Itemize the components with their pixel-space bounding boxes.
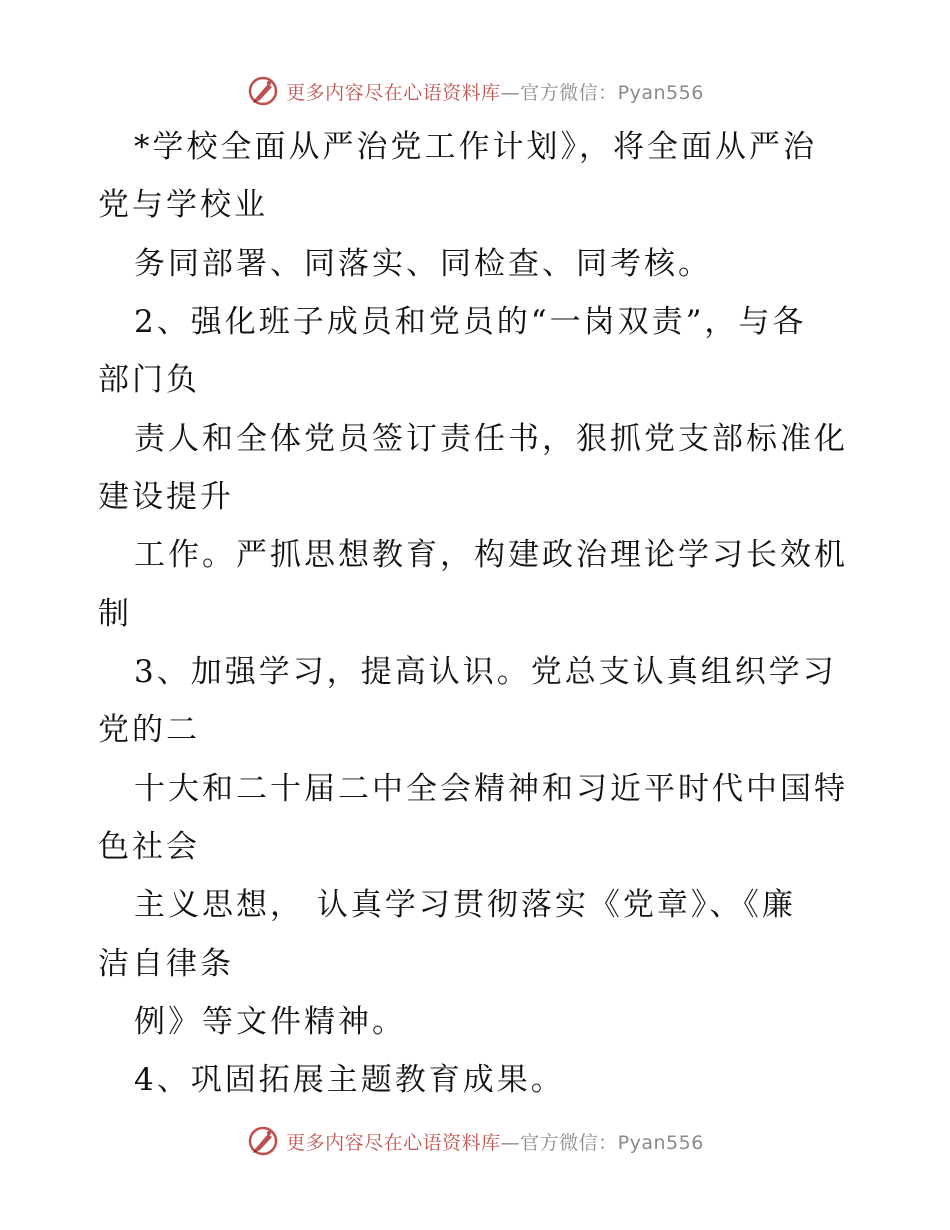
text-line: 十大和二十届二中全会精神和习近平时代中国特 — [134, 771, 848, 807]
text-line: 3、加强学习，提高认识。党总支认真组织学习 — [134, 654, 837, 690]
text-line: 色社会 — [98, 829, 200, 865]
text-line: 例》等文件精神。 — [134, 1004, 406, 1040]
pen-circle-logo-icon — [246, 1124, 280, 1158]
text-line: 建设提升 — [98, 479, 234, 515]
text-line: 4、巩固拓展主题教育成果。 — [134, 1062, 565, 1098]
text-line: 部门负 — [98, 362, 200, 398]
text-line: 主义思想， 认真学习贯彻落实《党章》、《廉 — [134, 887, 796, 923]
text-line: 洁自律条 — [98, 946, 234, 982]
text-line: 制 — [98, 596, 132, 632]
text-line: 党的二 — [98, 712, 200, 748]
watermark-text: 更多内容尽在心语资料库—官方微信：Pyan556 — [286, 1131, 704, 1154]
text-line: *学校全面从严治党工作计划》，将全面从严治 — [134, 129, 817, 165]
text-line: 2、强化班子成员和党员的“一岗双责”，与各 — [134, 304, 807, 340]
text-line: 工作。严抓思想教育，构建政治理论学习长效机 — [134, 537, 848, 573]
watermark-text: 更多内容尽在心语资料库—官方微信：Pyan556 — [286, 81, 704, 104]
text-line: 党与学校业 — [98, 187, 268, 223]
text-line: 责人和全体党员签订责任书，狠抓党支部标准化 — [134, 421, 848, 457]
footer-watermark — [0, 1121, 950, 1161]
text-line: 务同部署、同落实、同检查、同考核。 — [134, 246, 712, 282]
